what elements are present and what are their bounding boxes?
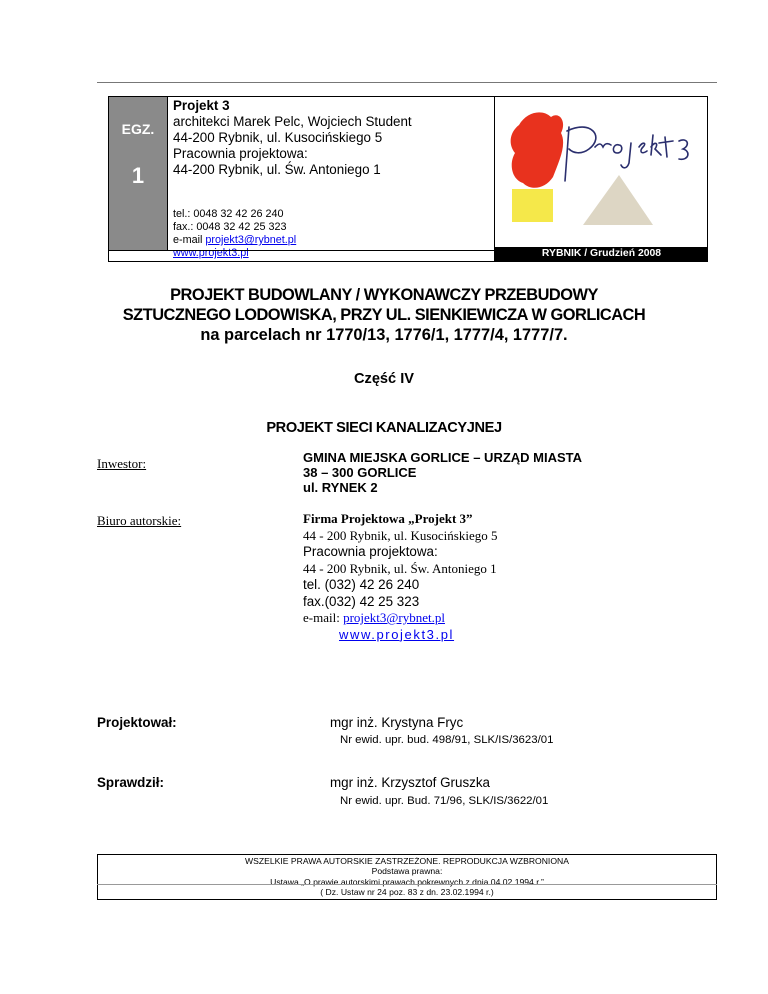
copy-label: EGZ. — [121, 121, 155, 137]
firm-tel: tel.: 0048 32 42 26 240 — [173, 208, 284, 220]
investor-street: ul. RYNEK 2 — [303, 480, 378, 495]
copyright-notice — [97, 854, 717, 900]
author-email-label: e-mail: — [303, 610, 340, 625]
checker-registration: Nr ewid. upr. Bud. 71/96, SLK/IS/3622/01 — [340, 795, 549, 807]
copy-number-panel — [109, 97, 168, 250]
author-firm: Firma Projektowa „Projekt 3” — [303, 511, 473, 526]
checker-label: Sprawdził: — [97, 775, 164, 790]
bottom-divider — [97, 884, 717, 885]
top-divider — [97, 82, 717, 83]
investor-details — [303, 450, 582, 495]
author-fax: fax.(032) 42 25 323 — [303, 593, 420, 609]
author-email-link[interactable]: projekt3@rybnet.pl — [343, 610, 445, 625]
city-date: RYBNIK / Grudzień 2008 — [495, 247, 708, 261]
checker-name: mgr inż. Krzysztof Gruszka — [330, 775, 490, 790]
title-line-2: SZTUCZNEGO LODOWISKA, PRZY UL. SIENKIEWICZA W GORLICACH — [122, 306, 646, 324]
copy-number: 1 — [131, 163, 145, 188]
copyright-line-1: WSZELKIE PRAWA AUTORSKIE ZASTRZEŻONE. REPRODUKCJA WZBRONIONA — [245, 856, 569, 866]
studio-label: Pracownia projektowa: — [173, 146, 308, 161]
title-line-3: na parcelach nr 1770/13, 1776/1, 1777/4, 1777/7. — [200, 326, 568, 344]
author-address: 44 - 200 Rybnik, ul. Kusocińskiego 5 — [303, 527, 498, 543]
author-office-details — [303, 511, 497, 643]
projekt3-logo — [495, 97, 708, 247]
investor-city: 38 – 300 GORLICE — [303, 465, 417, 480]
author-email-row — [303, 610, 497, 627]
email-label: e-mail — [173, 234, 203, 246]
author-office-label: Biuro autorskie: — [97, 513, 182, 528]
document-subject: PROJEKT SIECI KANALIZACYJNEJ — [266, 420, 502, 436]
author-website-link[interactable]: www.projekt3.pl — [339, 626, 455, 642]
firm-info — [173, 98, 493, 178]
firm-contacts — [173, 208, 296, 260]
copyright-line-4: ( Dz. Ustaw nr 24 poz. 83 z dn. 23.02.1994 r.) — [320, 887, 494, 898]
designer-registration: Nr ewid. upr. bud. 498/91, SLK/IS/3623/01 — [340, 734, 554, 746]
firm-architects: architekci Marek Pelc, Wojciech Student — [173, 114, 412, 129]
logo-red-shape — [511, 112, 563, 187]
logo-signature — [565, 127, 688, 181]
copyright-line-3: Ustawa „O prawie autorskimi prawach pokrewnych z dnia 04.02.1994 r.” — [270, 876, 544, 887]
firm-email-row — [173, 234, 296, 247]
document-part: Część IV — [353, 371, 415, 387]
header-block — [108, 96, 708, 262]
firm-fax: fax.: 0048 32 42 25 323 — [173, 221, 287, 233]
designer-name: mgr inż. Krystyna Fryc — [330, 715, 464, 730]
investor-label: Inwestor: — [97, 456, 147, 471]
designer-label: Projektował: — [97, 715, 177, 730]
firm-name: Projekt 3 — [173, 98, 230, 113]
logo-panel — [494, 97, 708, 261]
logo-yellow-square — [512, 189, 553, 222]
author-tel: tel. (032) 42 26 240 — [303, 577, 420, 592]
author-studio-label: Pracownia projektowa: — [303, 544, 438, 559]
title-line-1: PROJEKT BUDOWLANY / WYKONAWCZY PRZEBUDOWY — [170, 286, 598, 304]
website-link[interactable]: www.projekt3.pl — [173, 247, 249, 259]
author-website-row — [303, 627, 497, 644]
studio-address: 44-200 Rybnik, ul. Św. Antoniego 1 — [173, 162, 381, 177]
author-studio-address: 44 - 200 Rybnik, ul. Św. Antoniego 1 — [303, 560, 497, 576]
copyright-line-2: Podstawa prawna: — [371, 866, 443, 877]
investor-name: GMINA MIEJSKA GORLICE – URZĄD MIASTA — [303, 450, 583, 465]
email-link[interactable]: projekt3@rybnet.pl — [205, 234, 297, 246]
logo-beige-triangle — [583, 175, 653, 225]
firm-address: 44-200 Rybnik, ul. Kusocińskiego 5 — [173, 130, 383, 145]
